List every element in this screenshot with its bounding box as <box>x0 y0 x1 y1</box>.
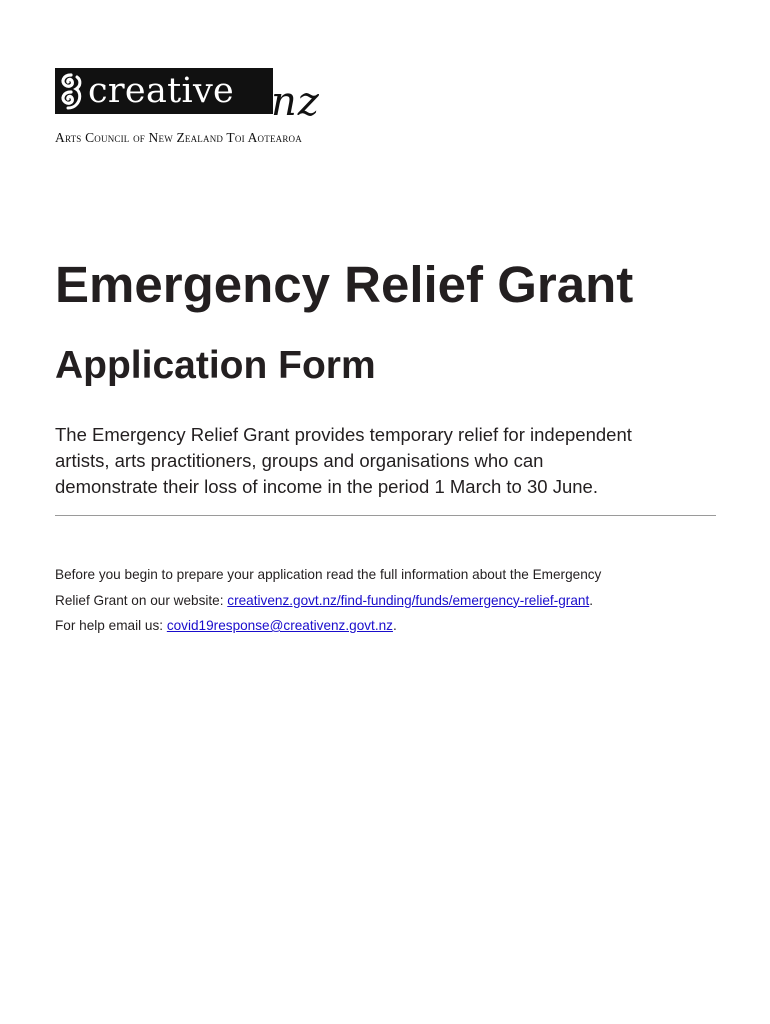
email-link[interactable]: covid19response@creativenz.govt.nz <box>166 618 393 633</box>
info-line-help <box>55 613 735 639</box>
info-line-website <box>55 588 735 614</box>
logo-tagline: Arts Council of New Zealand Toi Aotearoa <box>55 130 302 145</box>
help-suffix: . <box>392 618 397 633</box>
website-link[interactable]: creativenz.govt.nz/find-funding/funds/emergency-relief-grant <box>227 592 590 608</box>
info-paragraph <box>55 562 735 639</box>
intro-line: artists, arts practitioners, groups and organisations who can <box>55 450 544 471</box>
koru-icon <box>56 70 86 112</box>
info-line: Before you begin to prepare your application read the full information about the Emergency <box>55 567 602 582</box>
intro-line: demonstrate their loss of income in the period 1 March to 30 June. <box>55 476 598 497</box>
logo-suffix: nz <box>271 79 320 125</box>
page-title: Emergency Relief Grant <box>55 256 634 313</box>
website-suffix: . <box>589 592 593 608</box>
creative-nz-logo <box>55 68 395 148</box>
intro-line: The Emergency Relief Grant provides temporary relief for independent <box>55 424 632 445</box>
intro-paragraph <box>55 422 723 500</box>
website-prefix: Relief Grant on our website: <box>55 592 228 608</box>
logo-wordmark: creative <box>88 71 235 111</box>
help-prefix: For help email us: <box>55 618 167 633</box>
section-divider <box>55 515 716 516</box>
page-subtitle: Application Form <box>55 344 376 387</box>
logo-wordmark-box <box>55 68 273 114</box>
